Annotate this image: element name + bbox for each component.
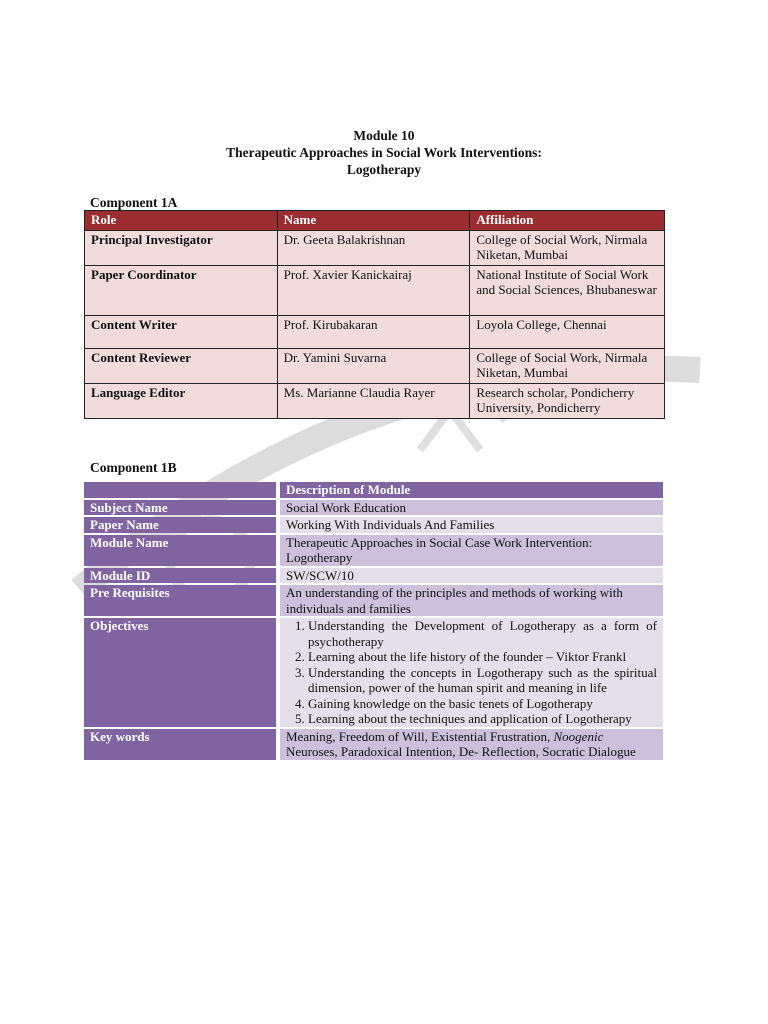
- name-cell: Ms. Marianne Claudia Rayer: [277, 383, 470, 418]
- table-header-row: [85, 211, 665, 231]
- module-name-value: Therapeutic Approaches in Social Case Work Intervention: Logotherapy: [280, 535, 663, 566]
- name-cell: Dr. Yamini Suvarna: [277, 348, 470, 383]
- affiliation-cell: Research scholar, Pondicherry University, Pondicherry: [470, 383, 665, 418]
- objectives-value: [280, 618, 663, 727]
- table-row: [85, 265, 665, 315]
- table-row: [84, 585, 663, 616]
- column-header-affiliation: Affiliation: [470, 211, 665, 231]
- column-header-name: Name: [277, 211, 470, 231]
- module-id-value: SW/SCW/10: [280, 568, 663, 584]
- table-row: [84, 729, 663, 760]
- objective-item: 2. Learning about the life history of the founder – Viktor Frankl: [308, 649, 657, 665]
- objective-item: 4. Gaining knowledge on the basic tenets of Logotherapy: [308, 696, 657, 712]
- component-1a-label: Component 1A: [90, 195, 178, 210]
- affiliation-cell: College of Social Work, Nirmala Niketan, Mumbai: [470, 348, 665, 383]
- column-header-role: Role: [85, 211, 278, 231]
- table-row: [85, 230, 665, 265]
- empty-header-cell: [84, 482, 280, 498]
- objective-item: 1. Understanding the Development of Logotherapy as a form of psychotherapy: [308, 618, 657, 649]
- table-row: [84, 535, 663, 566]
- key-words-italic: Noogenic: [553, 728, 604, 744]
- pre-requisites-value: An understanding of the principles and methods of working with individuals and families: [280, 585, 663, 616]
- table-row: [84, 500, 663, 516]
- key-words-text-rest: Neuroses, Paradoxical Intention, De- Reflection, Socratic Dialogue: [286, 744, 636, 759]
- table-row: [84, 618, 663, 727]
- affiliation-cell: Loyola College, Chennai: [470, 315, 665, 348]
- role-cell: Principal Investigator: [85, 230, 278, 265]
- module-id-label: Module ID: [84, 568, 280, 584]
- role-cell: Paper Coordinator: [85, 265, 278, 315]
- component-1a-table: [84, 210, 665, 419]
- key-words-value: [280, 729, 663, 760]
- role-cell: Language Editor: [85, 383, 278, 418]
- objectives-list: [286, 618, 657, 727]
- table-row: [85, 348, 665, 383]
- table-row: [84, 517, 663, 533]
- module-subtitle: Therapeutic Approaches in Social Work Interventions:: [226, 145, 542, 160]
- paper-name-label: Paper Name: [84, 517, 280, 533]
- name-cell: Prof. Kirubakaran: [277, 315, 470, 348]
- module-name-label: Module Name: [84, 535, 280, 566]
- table-row: [85, 315, 665, 348]
- name-cell: Prof. Xavier Kanickairaj: [277, 265, 470, 315]
- affiliation-cell: National Institute of Social Work and Social Sciences, Bhubaneswar: [470, 265, 665, 315]
- component-1b-label: Component 1B: [90, 460, 177, 475]
- key-words-label: Key words: [84, 729, 280, 760]
- subject-name-label: Subject Name: [84, 500, 280, 516]
- module-number: Module 10: [353, 128, 415, 143]
- table-row: [85, 383, 665, 418]
- subject-name-value: Social Work Education: [280, 500, 663, 516]
- pre-requisites-label: Pre Requisites: [84, 585, 280, 616]
- module-topic: Logotherapy: [346, 162, 422, 177]
- name-cell: Dr. Geeta Balakrishnan: [277, 230, 470, 265]
- role-cell: Content Writer: [85, 315, 278, 348]
- document-title: [0, 127, 768, 178]
- role-cell: Content Reviewer: [85, 348, 278, 383]
- table-row: [84, 568, 663, 584]
- objective-item: 3. Understanding the concepts in Logotherapy such as the spiritual dimension, power of the human spirit and meaning in life: [308, 665, 657, 696]
- paper-name-value: Working With Individuals And Families: [280, 517, 663, 533]
- key-words-text: Meaning, Freedom of Will, Existential Frustration,: [286, 728, 554, 744]
- description-header: Description of Module: [280, 482, 663, 498]
- table-header-row: [84, 482, 663, 498]
- objectives-label: Objectives: [84, 618, 280, 727]
- objective-item: 5. Learning about the techniques and application of Logotherapy: [308, 711, 657, 727]
- component-1b-table: [84, 480, 663, 762]
- affiliation-cell: College of Social Work, Nirmala Niketan, Mumbai: [470, 230, 665, 265]
